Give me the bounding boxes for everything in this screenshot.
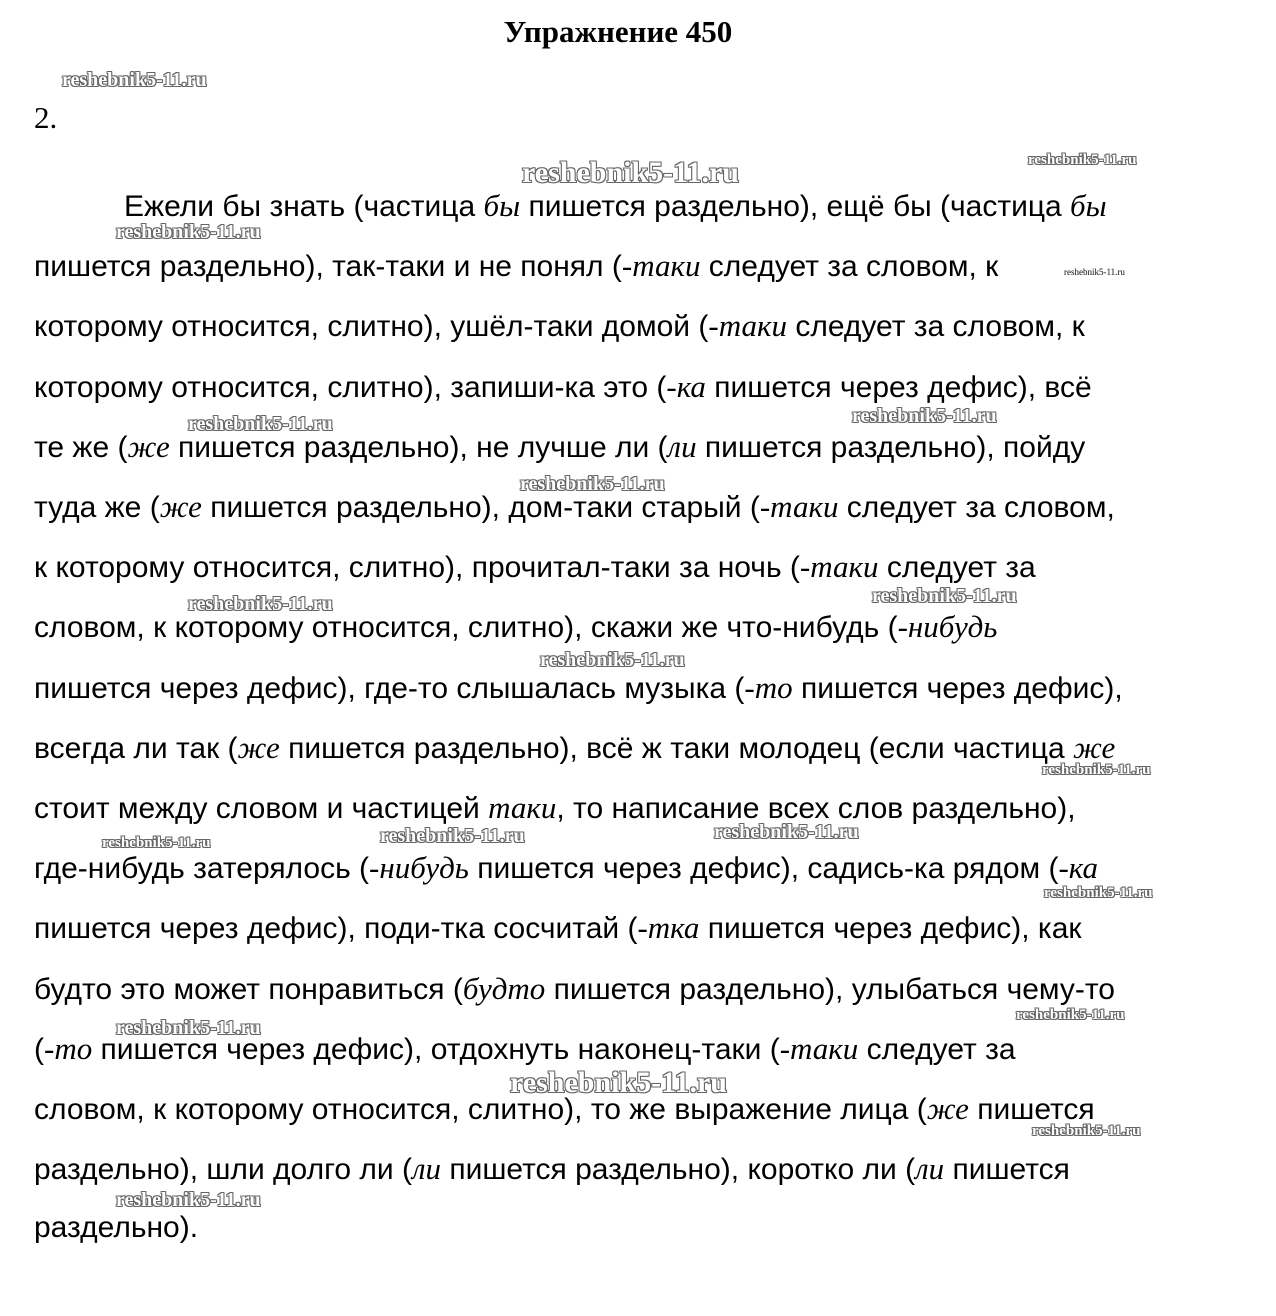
text-line (34, 371, 1092, 403)
watermark: reshebnik5-11.ru (520, 473, 665, 495)
particle-italic: -ка (1058, 850, 1099, 885)
text-line (34, 551, 1036, 583)
text-segment: где-нибудь затерялось ( (34, 852, 370, 885)
text-segment: пишется раздельно), не лучше ли ( (169, 431, 668, 464)
particle-italic: -тка (637, 910, 700, 945)
text-segment: следует за словом, к (786, 310, 1085, 343)
text-segment: к которому относится, слитно), прочитал-таки за ночь ( (34, 551, 800, 584)
particle-italic: ли (667, 429, 697, 464)
text-line (34, 431, 1085, 463)
text-segment: будто это может понравиться ( (34, 973, 463, 1006)
particle-italic: -ка (666, 369, 706, 404)
watermark: reshebnik5-11.ru (1044, 885, 1153, 901)
watermark: reshebnik5-11.ru (852, 405, 997, 427)
watermark: reshebnik5-11.ru (380, 825, 525, 847)
particle-italic: будто (462, 971, 546, 1006)
text-line (34, 491, 1115, 523)
particle-italic: -нибудь (897, 609, 998, 644)
particle-italic: -таки (779, 1031, 859, 1066)
particle-italic: же (1073, 730, 1116, 765)
text-segment: пишется (944, 1153, 1070, 1186)
text-segment: следует за (878, 551, 1036, 584)
text-segment: которому относится, слитно), запиши-ка это ( (34, 371, 667, 404)
particle-italic: -таки (799, 549, 879, 584)
text-segment: следует за (858, 1033, 1016, 1066)
watermark: reshebnik5-11.ru (714, 821, 859, 843)
text-segment: , то написание всех слов раздельно), (556, 792, 1076, 825)
watermark: reshebnik5-11.ru (510, 1066, 727, 1099)
particle-italic: бы (483, 188, 521, 223)
text-segment: пишется раздельно), дом-таки старый ( (201, 491, 760, 524)
watermark: reshebnik5-11.ru (1064, 267, 1125, 277)
particle-italic: -нибудь (369, 850, 469, 885)
text-segment: стоит между словом и частицей (34, 792, 489, 825)
text-segment: пишется через дефис), где-то слышалась музыка ( (34, 672, 745, 705)
exercise-title: Упражнение 450 (503, 14, 733, 49)
particle-italic: же (926, 1091, 969, 1126)
text-line (34, 912, 1082, 944)
particle-italic: -таки (759, 489, 839, 524)
particle-italic: ли (915, 1151, 945, 1186)
text-segment: следует за словом, к (700, 250, 999, 283)
watermark: reshebnik5-11.ru (1028, 152, 1137, 168)
text-segment: раздельно). (34, 1211, 199, 1244)
particle-italic: бы (1070, 188, 1107, 223)
text-line (34, 1213, 198, 1243)
text-segment: пишется через дефис), как (699, 912, 1082, 945)
text-segment: следует за словом, (838, 491, 1115, 524)
text-segment: туда же ( (34, 491, 160, 524)
text-segment: пишется раздельно), пойду (696, 431, 1086, 464)
particle-italic: же (237, 730, 280, 765)
particle-italic: -то (744, 670, 793, 705)
text-segment: словом, к которому относится, слитно), то же выражение лица ( (34, 1093, 927, 1126)
text-line (34, 973, 1115, 1005)
particle-italic: же (159, 489, 202, 524)
text-segment: те же ( (34, 431, 128, 464)
text-line (124, 190, 1107, 222)
text-segment: пишется через дефис), садись-ка рядом ( (468, 852, 1059, 885)
item-number: 2. (34, 100, 58, 135)
particle-italic: -таки (708, 308, 787, 343)
text-segment: пишется раздельно), так-таки и не понял ( (34, 250, 622, 283)
text-segment: пишется (968, 1093, 1095, 1126)
text-segment: словом, к которому относится, слитно), скажи же что-нибудь ( (34, 611, 898, 644)
text-segment: пишется через дефис), отдохнуть наконец-таки ( (92, 1033, 780, 1066)
text-segment: пишется раздельно), всё ж таки молодец (если частица (279, 732, 1074, 765)
text-segment: ( (34, 1033, 44, 1066)
text-segment: пишется через дефис), всё (705, 371, 1092, 404)
text-segment: пишется через дефис), поди-тка сосчитай ( (34, 912, 638, 945)
text-line (34, 792, 1076, 824)
watermark: reshebnik5-11.ru (522, 156, 739, 189)
text-segment: Ежели бы знать (частица (124, 190, 484, 223)
text-line (34, 732, 1115, 764)
particle-italic: таки (488, 790, 557, 825)
text-line (34, 672, 1123, 704)
particle-italic: же (127, 429, 170, 464)
watermark: reshebnik5-11.ru (62, 69, 207, 91)
watermark: reshebnik5-11.ru (1042, 762, 1151, 778)
watermark: reshebnik5-11.ru (102, 835, 211, 851)
watermark: reshebnik5-11.ru (116, 221, 261, 243)
text-line (34, 250, 998, 282)
watermark: reshebnik5-11.ru (116, 1189, 261, 1211)
particle-italic: ли (411, 1151, 441, 1186)
watermark: reshebnik5-11.ru (540, 649, 685, 671)
text-segment: пишется раздельно), коротко ли ( (441, 1153, 916, 1186)
text-line (34, 310, 1085, 342)
text-line (34, 852, 1098, 884)
text-line (34, 611, 997, 643)
text-segment: раздельно), шли долго ли ( (34, 1153, 412, 1186)
text-segment: всегда ли так ( (34, 732, 238, 765)
watermark: reshebnik5-11.ru (1032, 1123, 1141, 1139)
particle-italic: -то (44, 1031, 93, 1066)
watermark: reshebnik5-11.ru (188, 593, 333, 615)
watermark: reshebnik5-11.ru (1016, 1007, 1125, 1023)
text-segment: пишется раздельно), улыбаться чему-то (545, 973, 1115, 1006)
text-segment: которому относится, слитно), ушёл-таки домой ( (34, 310, 709, 343)
text-segment: пишется через дефис), (792, 672, 1123, 705)
text-line (34, 1153, 1070, 1185)
watermark: reshebnik5-11.ru (872, 585, 1017, 607)
watermark: reshebnik5-11.ru (188, 413, 333, 435)
text-segment: пишется раздельно), ещё бы (частица (520, 190, 1071, 223)
watermark: reshebnik5-11.ru (116, 1017, 261, 1039)
particle-italic: -таки (621, 248, 701, 283)
